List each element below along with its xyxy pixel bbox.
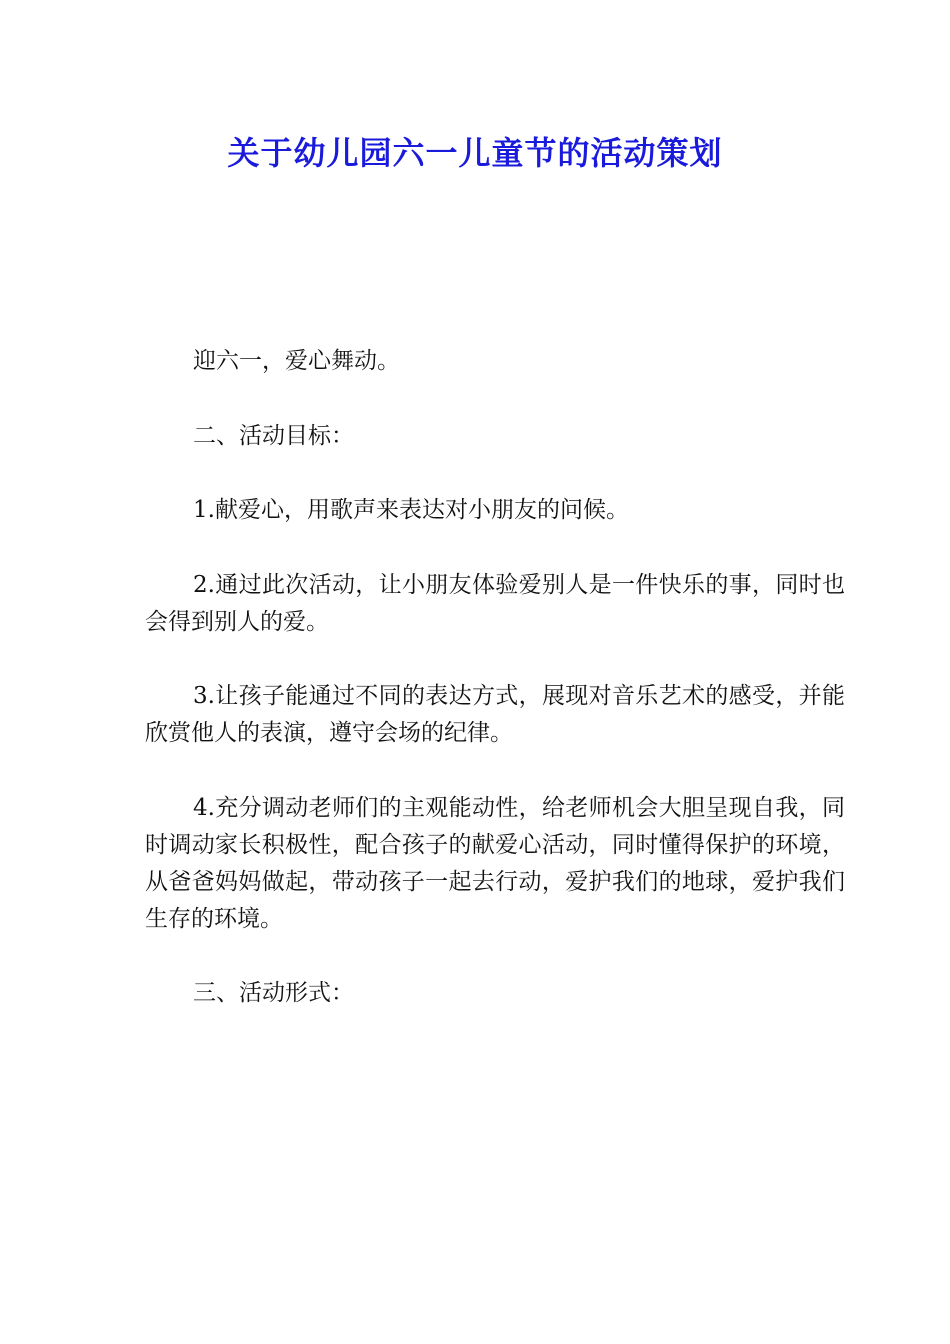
section-heading-goals: 二、活动目标：: [193, 422, 354, 449]
document-body: [145, 343, 845, 1050]
goal-item-4: 4.充分调动老师们的主观能动性，给老师机会大胆呈现自我，同时调动家长积极性，配合孩子的献爱心活动，同时懂得保护的环境，从爸爸妈妈做起，带动孩子一起去行动，爱护我们的地球，爱护我们生存的环境。: [145, 794, 845, 932]
goal-item-1: 1.献爱心，用歌声来表达对小朋友的问候。: [193, 497, 629, 523]
paragraph-slogan: 迎六一，爱心舞动。: [193, 348, 400, 374]
goal-item-2: 2.通过此次活动，让小朋友体验爱别人是一件快乐的事，同时也会得到别人的爱。: [145, 571, 845, 635]
section-heading-format: 三、活动形式：: [193, 980, 354, 1006]
goal-item-3: 3.让孩子能通过不同的表达方式，展现对音乐艺术的感受，并能欣赏他人的表演，遵守会场的纪律。: [145, 683, 845, 746]
document-title: 关于幼儿园六一儿童节的活动策划: [227, 134, 723, 172]
